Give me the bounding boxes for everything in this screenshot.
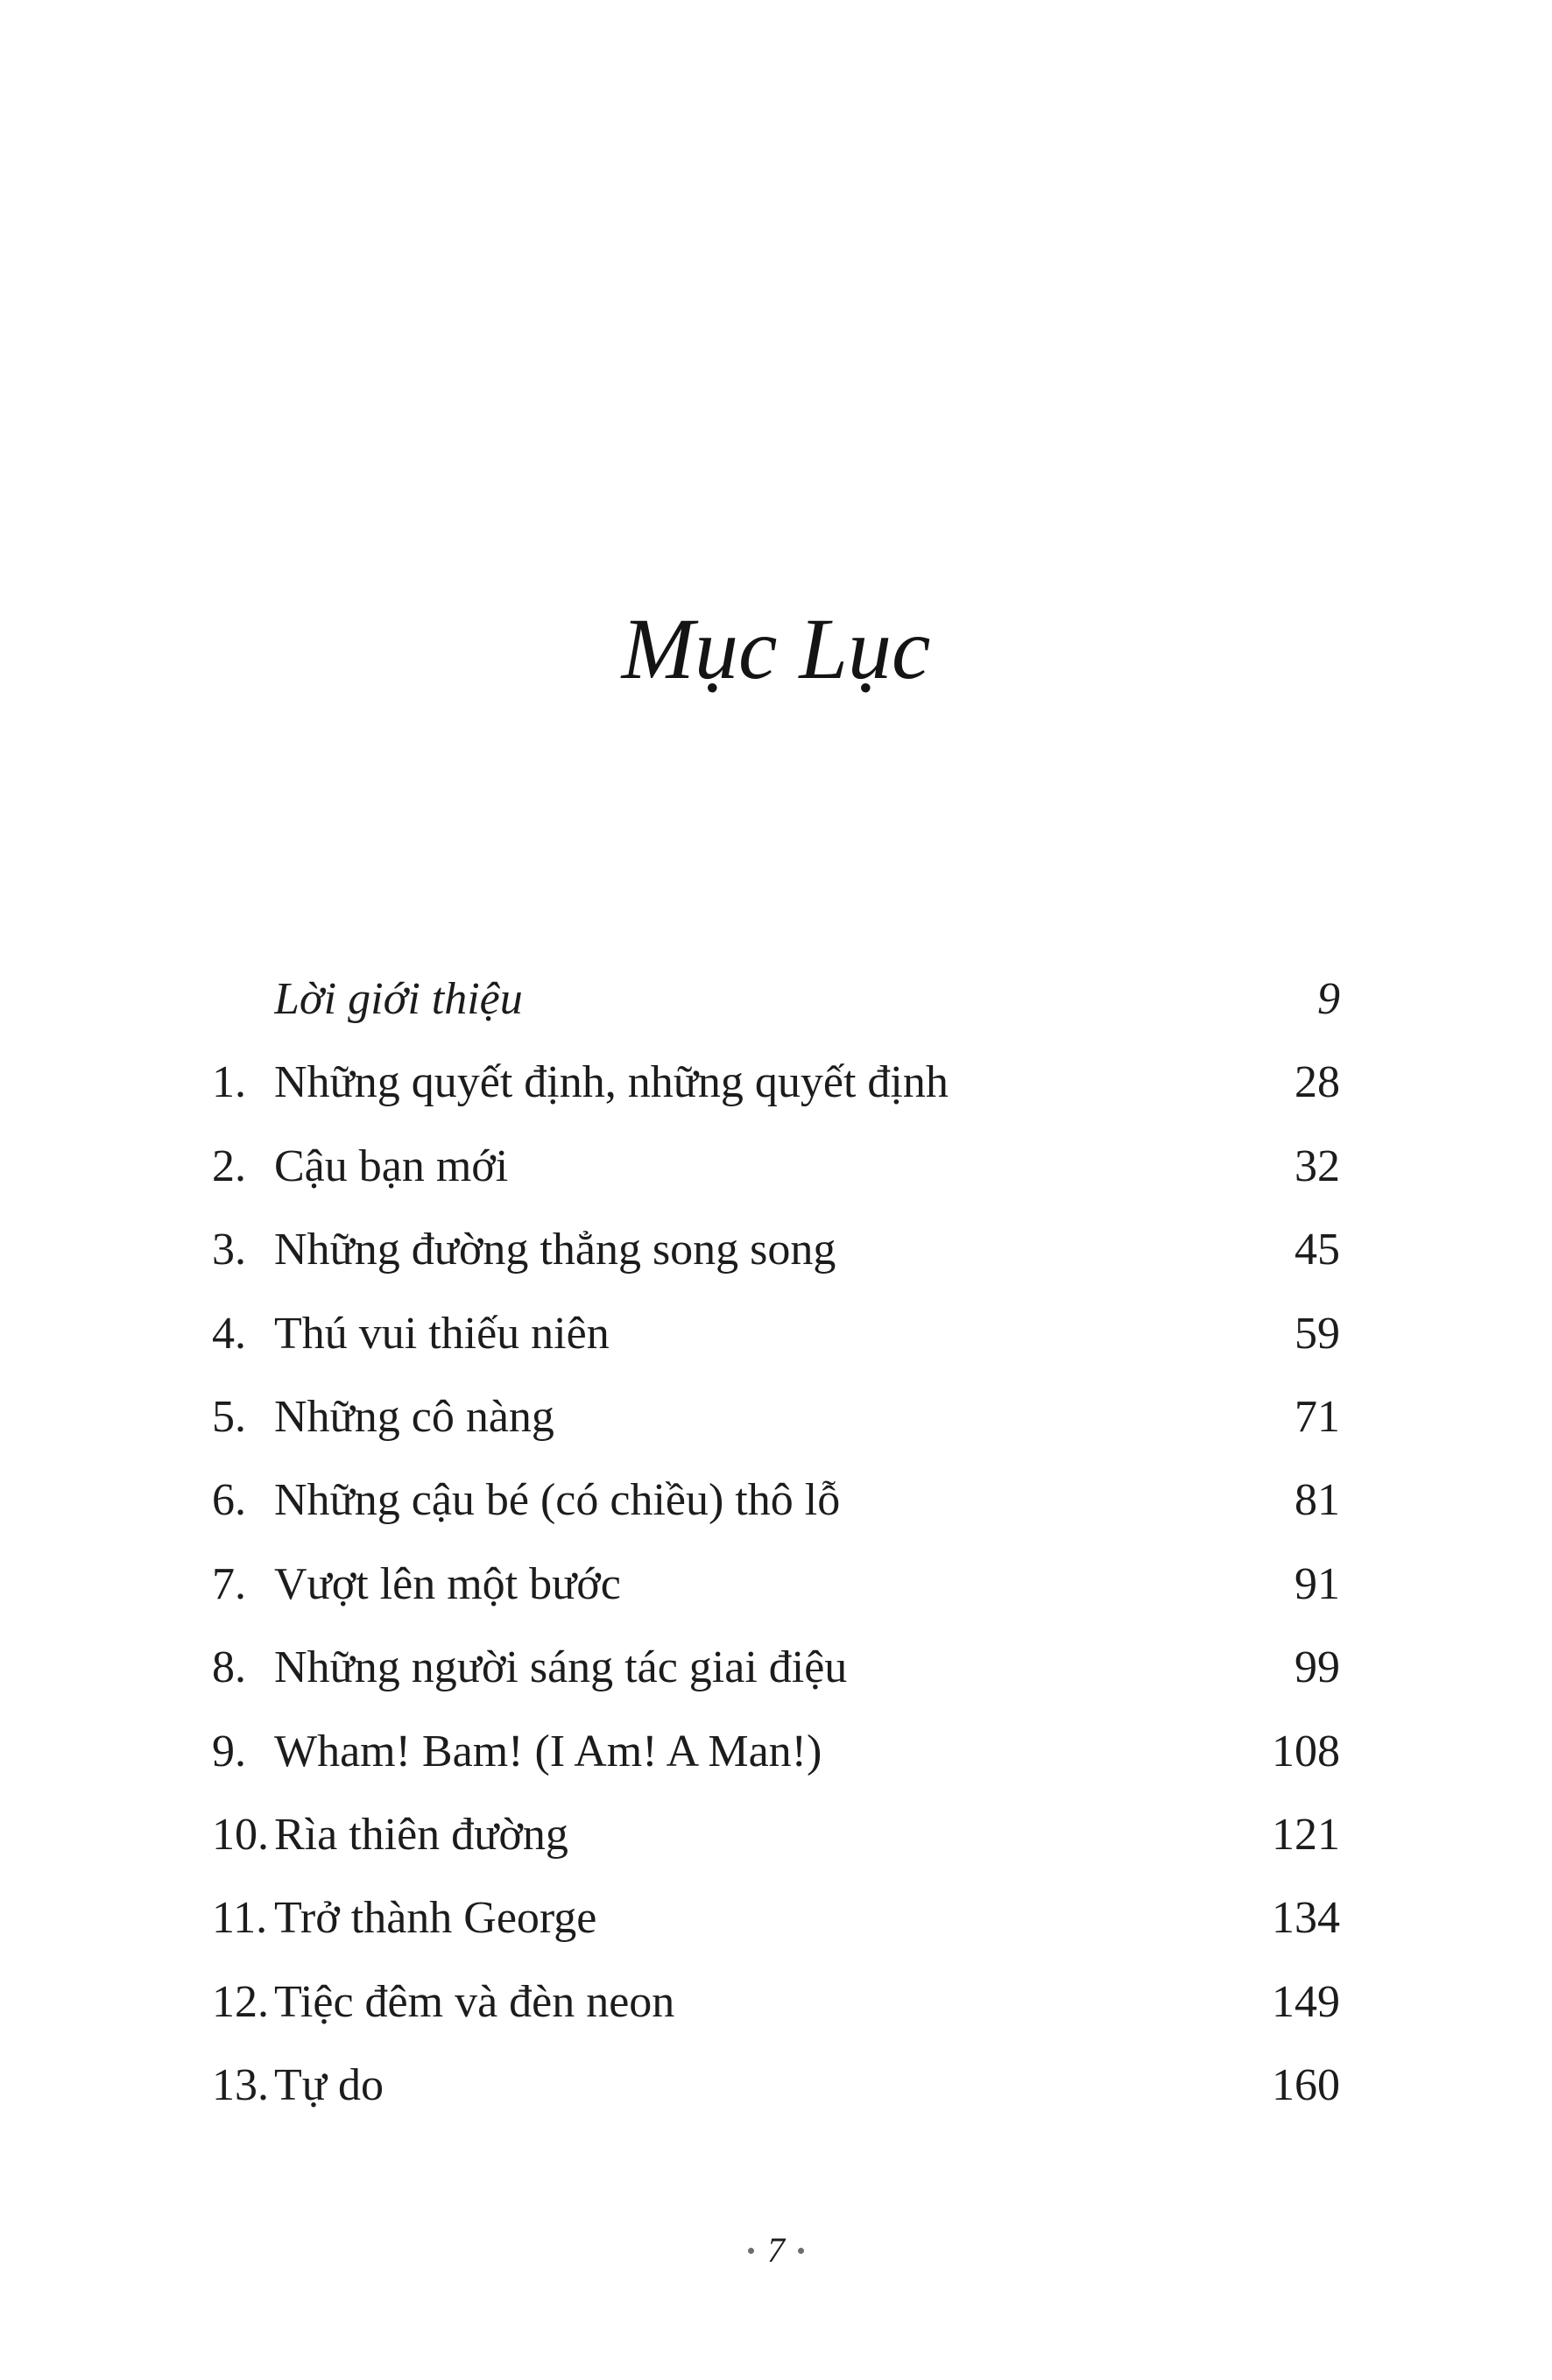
toc-entry-title: Những cậu bé (có chiều) thô lỗ bbox=[274, 1475, 841, 1526]
toc-entry-page-number: 81 bbox=[1295, 1475, 1340, 1526]
toc-entry-row bbox=[212, 1458, 1340, 1542]
toc-entry-title: Tiệc đêm và đèn neon bbox=[274, 1976, 675, 2027]
toc-entry-number: 2. bbox=[212, 1141, 246, 1191]
toc-entry-title: Những quyết định, những quyết định bbox=[274, 1057, 949, 1108]
toc-entry-row bbox=[212, 1876, 1340, 1960]
toc-entry-number: 12. bbox=[212, 1976, 269, 2027]
toc-entry-number: 5. bbox=[212, 1392, 246, 1443]
toc-entry-title: Những cô nàng bbox=[274, 1392, 554, 1443]
toc-entry-row bbox=[212, 1626, 1340, 1709]
toc-list bbox=[212, 957, 1340, 2128]
toc-entry-title: Những đường thẳng song song bbox=[274, 1225, 836, 1275]
toc-entry-row bbox=[212, 1793, 1340, 1876]
toc-entry-page-number: 160 bbox=[1272, 2060, 1340, 2111]
toc-entry-number: 6. bbox=[212, 1475, 246, 1526]
footer-page-number: 7 bbox=[767, 2230, 785, 2270]
toc-entry-title: Những người sáng tác giai điệu bbox=[274, 1642, 848, 1693]
toc-entry-row bbox=[212, 1041, 1340, 1124]
toc-entry-page-number: 108 bbox=[1272, 1726, 1340, 1776]
toc-entry-title: Vượt lên một bước bbox=[274, 1558, 621, 1609]
toc-entry-number: 1. bbox=[212, 1057, 246, 1108]
toc-entry-title: Tự do bbox=[274, 2060, 384, 2111]
toc-entry-row bbox=[212, 1375, 1340, 1458]
toc-entry-title: Trở thành George bbox=[274, 1893, 597, 1944]
toc-entry-number: 4. bbox=[212, 1308, 246, 1359]
toc-entry-row bbox=[212, 1208, 1340, 1291]
toc-intro-label: Lời giới thiệu bbox=[274, 974, 523, 1024]
toc-entries bbox=[212, 1041, 1340, 2127]
toc-entry-page-number: 59 bbox=[1295, 1308, 1340, 1359]
toc-entry-title: Thú vui thiếu niên bbox=[274, 1308, 610, 1359]
toc-entry-row bbox=[212, 1125, 1340, 1208]
toc-entry-page-number: 32 bbox=[1295, 1141, 1340, 1191]
footer-left-dot-icon bbox=[748, 2248, 754, 2254]
toc-entry-number: 7. bbox=[212, 1558, 246, 1609]
toc-entry-page-number: 45 bbox=[1295, 1225, 1340, 1275]
toc-entry-row bbox=[212, 2044, 1340, 2127]
toc-entry-title: Rìa thiên đường bbox=[274, 1810, 568, 1861]
toc-entry-page-number: 71 bbox=[1295, 1392, 1340, 1443]
toc-entry-title: Wham! Bam! (I Am! A Man!) bbox=[274, 1726, 822, 1776]
toc-entry-title: Cậu bạn mới bbox=[274, 1141, 509, 1191]
toc-entry-page-number: 99 bbox=[1295, 1642, 1340, 1693]
toc-entry-page-number: 91 bbox=[1295, 1558, 1340, 1609]
page-title: Mục Lục bbox=[621, 600, 931, 697]
footer-right-dot-icon bbox=[798, 2248, 804, 2254]
toc-entry-page-number: 121 bbox=[1272, 1810, 1340, 1861]
toc-entry-number: 11. bbox=[212, 1893, 268, 1944]
toc-entry-number: 8. bbox=[212, 1642, 246, 1693]
toc-entry-page-number: 134 bbox=[1272, 1893, 1340, 1944]
toc-entry-row bbox=[212, 1710, 1340, 1793]
toc-entry-page-number: 28 bbox=[1295, 1057, 1340, 1108]
toc-intro-page-number: 9 bbox=[1317, 974, 1340, 1024]
toc-entry-row bbox=[212, 1543, 1340, 1626]
toc-entry-number: 13. bbox=[212, 2060, 269, 2111]
toc-entry-number: 3. bbox=[212, 1225, 246, 1275]
toc-entry-row bbox=[212, 1292, 1340, 1375]
toc-entry-page-number: 149 bbox=[1272, 1976, 1340, 2027]
toc-intro-row bbox=[212, 957, 1340, 1041]
toc-entry-number: 10. bbox=[212, 1810, 269, 1861]
page-footer bbox=[0, 2230, 1552, 2270]
toc-entry-number: 9. bbox=[212, 1726, 246, 1776]
toc-entry-row bbox=[212, 1960, 1340, 2044]
